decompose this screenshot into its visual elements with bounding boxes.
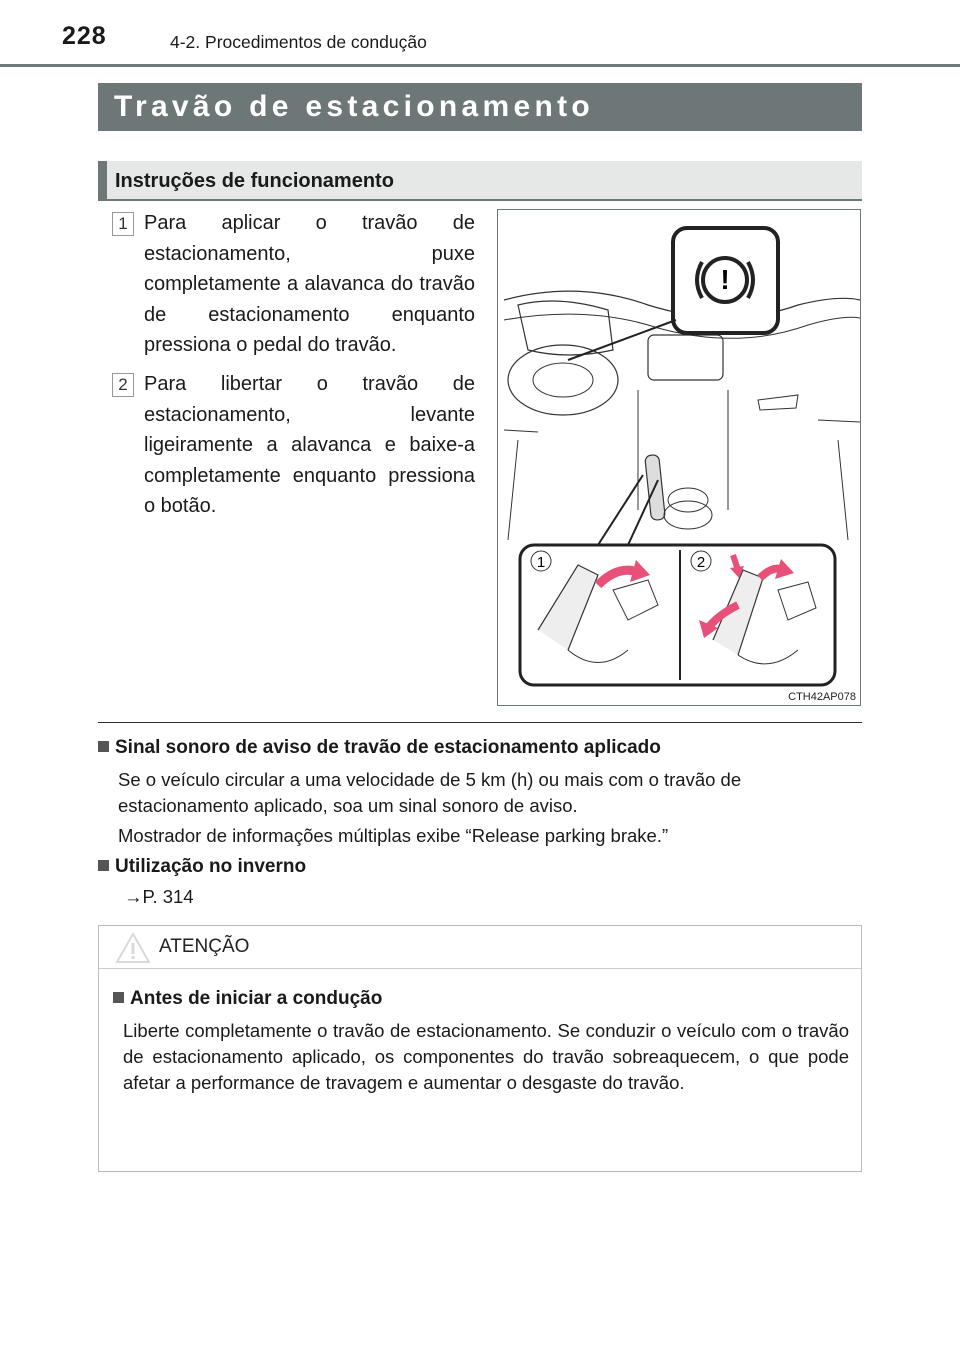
warning-label: ATENÇÃO	[159, 936, 250, 957]
page-title: Travão de estacionamento	[98, 83, 862, 131]
page-reference-link[interactable]: →P. 314	[124, 886, 194, 907]
note-heading-2	[98, 856, 306, 878]
header-rule	[0, 64, 960, 67]
brake-warning-icon: !	[720, 264, 730, 295]
note-paragraph-2: Mostrador de informações múltiplas exibe “Release parking brake.”	[118, 825, 669, 846]
figure-code: CTH42AP078	[788, 691, 856, 703]
square-bullet-icon	[98, 860, 109, 871]
warning-header	[99, 926, 861, 969]
divider	[98, 722, 862, 723]
parking-brake-lever-illustration	[498, 210, 862, 707]
warning-text: Liberte completamente o travão de estacionamento. Se conduzir o veículo com o travão de estacionamento aplicado, os componentes do travão sobreaquecem, o que pode afetar a performance de travagem e aumentar o desgaste do travão.	[123, 1020, 849, 1093]
note-paragraph-1: Se o veículo circular a uma velocidade de 5 km (h) ou mais com o travão de estacionamento aplicado, soa um sinal sonoro de aviso.	[118, 769, 742, 816]
section-breadcrumb: 4-2. Procedimentos de condução	[170, 32, 427, 52]
section-subheader: Instruções de funcionamento	[98, 161, 862, 201]
step-1	[100, 208, 475, 361]
note-heading-text: Utilização no inverno	[115, 856, 307, 877]
parking-brake-figure	[497, 209, 861, 706]
step-text-1: Para aplicar o travão de estacionamento, puxe completamente a alavanca do travão de estacionamento enquanto pressiona o pedal do travão.	[144, 212, 475, 356]
step-text-2: Para libertar o travão de estacionamento, levante ligeiramente a alavanca e baixe-a completamente enquanto pressiona o botão.	[144, 373, 475, 517]
warning-subheading-text: Antes de iniciar a condução	[130, 988, 383, 1009]
step-number-2: 2	[112, 373, 134, 397]
callout-1: 1	[536, 554, 546, 571]
note-heading-1	[98, 737, 661, 759]
step-2	[100, 369, 475, 522]
note-heading-text: Sinal sonoro de aviso de travão de estacionamento aplicado	[115, 737, 661, 758]
page-number: 228	[62, 22, 107, 50]
square-bullet-icon	[113, 992, 124, 1003]
square-bullet-icon	[98, 741, 109, 752]
warning-box	[98, 925, 862, 1172]
warning-subheading	[113, 988, 382, 1010]
warning-triangle-icon	[115, 932, 151, 964]
step-number-1: 1	[112, 212, 134, 236]
callout-2: 2	[696, 554, 706, 571]
